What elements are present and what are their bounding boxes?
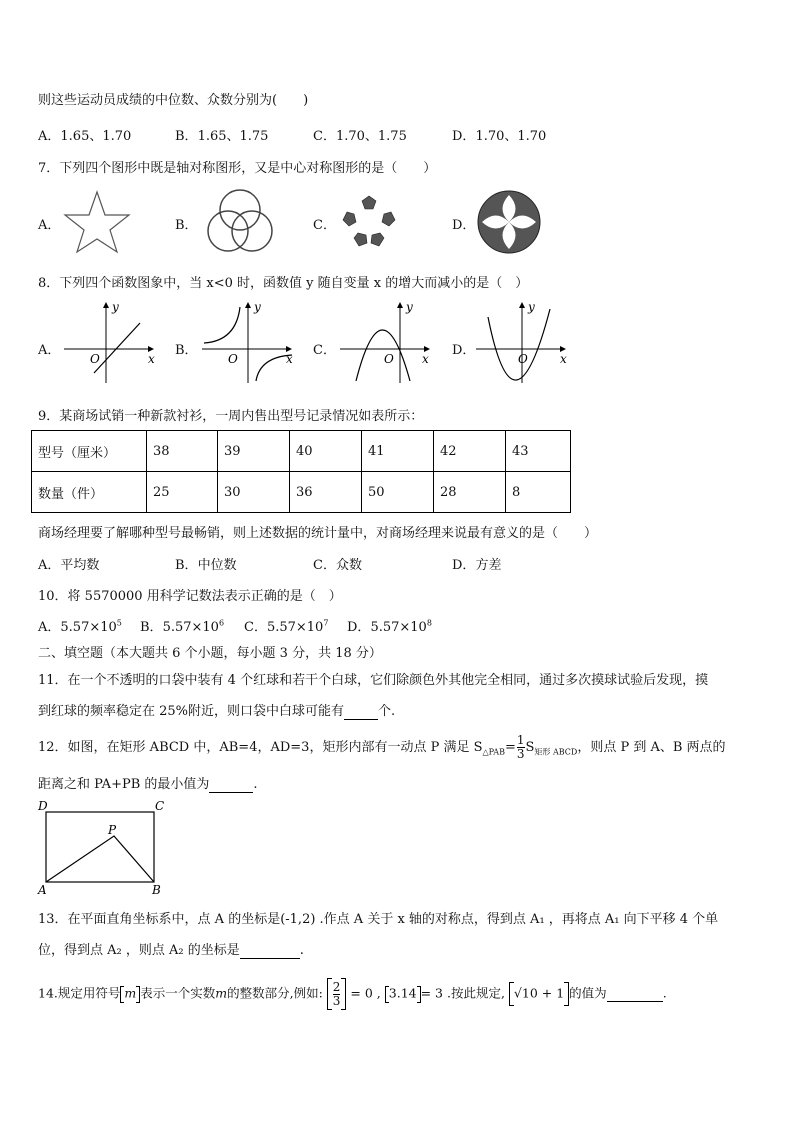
svg-text:x: x bbox=[286, 352, 293, 366]
pentagons-figure bbox=[339, 192, 399, 252]
table-row bbox=[32, 472, 571, 513]
q13-answer-blank[interactable] bbox=[240, 943, 300, 959]
q11-line1: 11．在一个不透明的口袋中装有 4 个红球和若干个白球，它们除颜色外其他完全相同，通过多次摸球试验后发现，摸 bbox=[38, 673, 709, 688]
star-figure bbox=[62, 188, 132, 256]
q7-option-d[interactable]: D． bbox=[452, 218, 476, 233]
section-heading: 二、填空题（本大题共 6 个小题，每小题 3 分，共 18 分） bbox=[38, 646, 382, 661]
q8-option-d[interactable]: D． bbox=[452, 343, 476, 358]
q8-option-a[interactable]: A． bbox=[38, 343, 61, 358]
q11-answer-blank[interactable] bbox=[344, 704, 378, 720]
q12-line1: 12．如图，在矩形 ABCD 中，AB=4，AD=3，矩形内部有一动点 P 满足 $S_{\triangle PAB}=$ $\frac{1}{3}$ $S_{矩形 ABCD}$，则点 P 到 A、B 两点的 bbox=[38, 733, 726, 761]
table-cell: 28 bbox=[434, 472, 506, 513]
q14-answer-blank[interactable] bbox=[607, 986, 663, 1002]
svg-text:D: D bbox=[38, 799, 48, 813]
q6-stem: 则这些运动员成绩的中位数、众数分别为( ) bbox=[38, 93, 309, 108]
table-cell: 25 bbox=[147, 472, 218, 513]
q9-question: 商场经理要了解哪种型号最畅销，则上述数据的统计量中，对商场经理来说最有意义的是（ ） bbox=[38, 526, 598, 541]
q13-line2: 位，得到点 A₂ ，则点 A₂ 的坐标是 . bbox=[38, 943, 304, 958]
q6-option-c[interactable]: C．1.70、1.75 bbox=[313, 129, 407, 144]
q10-option-b[interactable]: B．$5.57\times 10^6$ bbox=[140, 618, 225, 635]
svg-text:y: y bbox=[528, 300, 535, 314]
table-cell: 43 bbox=[506, 431, 571, 472]
q12-answer-blank[interactable] bbox=[209, 777, 253, 793]
q7-option-c[interactable]: C． bbox=[313, 218, 336, 233]
table-header-cell: 型号（厘米） bbox=[32, 431, 147, 472]
table-cell: 50 bbox=[362, 472, 434, 513]
q6-option-d[interactable]: D．1.70、1.70 bbox=[452, 129, 547, 144]
svg-text:P: P bbox=[108, 823, 117, 837]
table-cell: 39 bbox=[218, 431, 290, 472]
table-row bbox=[32, 431, 571, 472]
svg-text:y: y bbox=[406, 300, 413, 314]
svg-text:x: x bbox=[148, 352, 155, 366]
three-circles-figure bbox=[200, 188, 280, 256]
table-cell: 36 bbox=[290, 472, 362, 513]
q10-option-a[interactable]: A．$5.57\times 10^5$ bbox=[38, 618, 122, 635]
q7-stem: 7．下列四个图形中既是轴对称图形，又是中心对称图形的是（ ） bbox=[38, 161, 437, 176]
rectangle-figure bbox=[34, 796, 174, 896]
q11-line2: 到红球的频率稳定在 25%附近，则口袋中白球可能有 个. bbox=[38, 704, 396, 719]
svg-text:O: O bbox=[384, 352, 394, 366]
table-cell: 8 bbox=[506, 472, 571, 513]
q9-option-a[interactable]: A．平均数 bbox=[38, 558, 100, 573]
q14-line: 14.规定用符号 m 表示一个实数m的整数部分,例如: $\frac{2}{3}$ = 0 , 3.14 = 3 .按此规定, √10 + 1 的值为 . bbox=[38, 978, 667, 1010]
graph-c-parabola-down bbox=[340, 297, 436, 383]
graph-a-linear bbox=[64, 297, 160, 383]
q10-stem: 10．将 5570000 用科学记数法表示正确的是（ ） bbox=[38, 589, 342, 604]
svg-text:O: O bbox=[90, 352, 100, 366]
q10-option-c[interactable]: C．$5.57\times 10^7$ bbox=[244, 618, 329, 635]
svg-text:x: x bbox=[422, 352, 429, 366]
svg-text:B: B bbox=[152, 883, 161, 896]
q9-option-b[interactable]: B．中位数 bbox=[175, 558, 237, 573]
graph-b-hyperbola bbox=[202, 297, 298, 383]
table-cell: 30 bbox=[218, 472, 290, 513]
q7-option-a[interactable]: A． bbox=[38, 218, 61, 233]
q8-stem: 8．下列四个函数图象中，当 x<0 时，函数值 y 随自变量 x 的增大而减小的是（ ） bbox=[38, 276, 529, 291]
size-sales-table bbox=[31, 430, 571, 513]
table-cell: 42 bbox=[434, 431, 506, 472]
svg-text:x: x bbox=[560, 352, 567, 366]
q6-option-b[interactable]: B．1.65、1.75 bbox=[175, 129, 269, 144]
table-header-cell: 数量（件） bbox=[32, 472, 147, 513]
q8-option-b[interactable]: B． bbox=[175, 343, 198, 358]
q9-option-c[interactable]: C．众数 bbox=[313, 558, 362, 573]
q7-option-b[interactable]: B． bbox=[175, 218, 198, 233]
graph-d-parabola-up bbox=[476, 297, 572, 383]
table-cell: 40 bbox=[290, 431, 362, 472]
q9-stem: 9．某商场试销一种新款衬衫，一周内售出型号记录情况如表所示： bbox=[38, 409, 424, 424]
svg-text:O: O bbox=[518, 352, 528, 366]
table-cell: 41 bbox=[362, 431, 434, 472]
svg-text:C: C bbox=[155, 799, 165, 813]
q6-option-a[interactable]: A．1.65、1.70 bbox=[38, 129, 132, 144]
table-cell: 38 bbox=[147, 431, 218, 472]
q12-line2: 距离之和 PA+PB 的最小值为 . bbox=[38, 777, 258, 792]
svg-text:y: y bbox=[112, 300, 119, 314]
q8-option-c[interactable]: C． bbox=[313, 343, 336, 358]
q9-option-d[interactable]: D．方差 bbox=[452, 558, 502, 573]
q13-line1: 13．在平面直角坐标系中，点 A 的坐标是(-1,2) .作点 A 关于 x 轴的对称点，得到点 A₁ ，再将点 A₁ 向下平移 4 个单 bbox=[38, 912, 719, 927]
flower-circle-figure bbox=[476, 189, 542, 255]
svg-text:y: y bbox=[254, 300, 261, 314]
svg-text:A: A bbox=[38, 883, 47, 896]
svg-text:O: O bbox=[228, 352, 238, 366]
q10-option-d[interactable]: D．$5.57\times 10^8$ bbox=[347, 618, 432, 635]
